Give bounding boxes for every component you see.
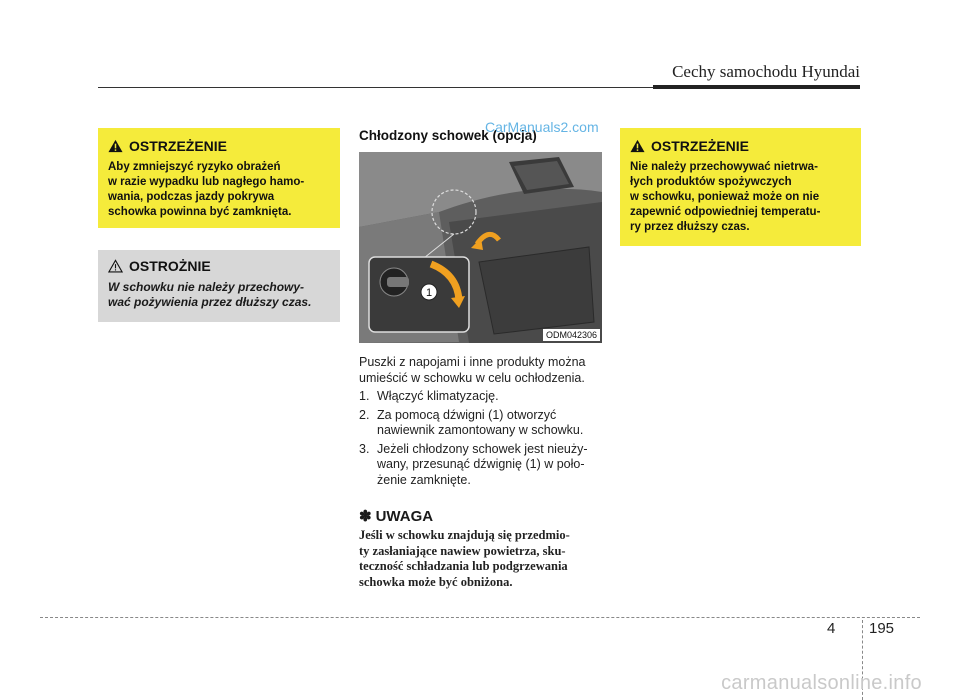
note-star-icon: ✽ bbox=[359, 508, 372, 525]
page-number: 195 bbox=[869, 620, 895, 637]
header-rule-accent bbox=[653, 85, 860, 89]
section-title: Chłodzony schowek (opcja) bbox=[359, 128, 537, 143]
footer-rule bbox=[40, 617, 920, 618]
right-warning-text: Nie należy przechowywać nietrwa- łych produktów spożywczych w schowku, ponieważ może on nie zapewnić odpowiedniej temperatu- ry przez dłuższy czas. bbox=[630, 161, 821, 233]
glovebox-photo bbox=[359, 152, 602, 343]
page-header-title: Cechy samochodu Hyundai bbox=[672, 62, 860, 81]
caution-title: OSTROŻNIE bbox=[129, 258, 211, 274]
note-text: Jeśli w schowku znajdują się przedmio- ty zasłaniające nawiew powietrza, sku- teczność schładzania lub podgrzewania schowka może być obniżona. bbox=[359, 528, 570, 589]
callout-number: 1 bbox=[425, 287, 433, 299]
glovebox-illustration bbox=[359, 152, 602, 343]
note-heading bbox=[359, 507, 433, 525]
chapter-number: 4 bbox=[827, 620, 836, 637]
left-warning-box bbox=[98, 128, 340, 228]
right-warning-box bbox=[620, 128, 861, 246]
list-item: 3. Jeżeli chłodzony schowek jest nieuży- wany, przesunąć dźwignię (1) w poło- żenie zamknięte. bbox=[359, 441, 588, 487]
steps-list bbox=[359, 389, 602, 491]
caution-triangle-icon bbox=[108, 259, 123, 273]
warning-triangle-icon bbox=[630, 139, 645, 153]
caution-box bbox=[98, 250, 340, 322]
caution-text: W schowku nie należy przechowy- wać pożywienia przez dłuższy czas. bbox=[108, 280, 312, 309]
watermark-text: CarManuals2.com bbox=[485, 119, 599, 135]
left-warning-text: Aby zmniejszyć ryzyko obrażeń w razie wypadku lub nagłego hamo- wania, podczas jazdy pokrywa schowka powinna być zamknięta. bbox=[108, 161, 305, 218]
warning-triangle-icon bbox=[108, 139, 123, 153]
note-title: UWAGA bbox=[375, 507, 434, 525]
left-warning-title: OSTRZEŻENIE bbox=[129, 138, 228, 154]
list-item: 1. Włączyć klimatyzację. bbox=[359, 389, 499, 403]
intro-paragraph: Puszki z napojami i inne produkty można umieścić w schowku w celu ochłodzenia. bbox=[359, 355, 586, 385]
site-watermark: carmanualsonline.info bbox=[721, 672, 922, 694]
right-warning-title: OSTRZEŻENIE bbox=[651, 138, 750, 154]
figure-code: ODM042306 bbox=[543, 329, 600, 341]
list-item: 2. Za pomocą dźwigni (1) otworzyć nawiewnik zamontowany w schowku. bbox=[359, 407, 584, 437]
